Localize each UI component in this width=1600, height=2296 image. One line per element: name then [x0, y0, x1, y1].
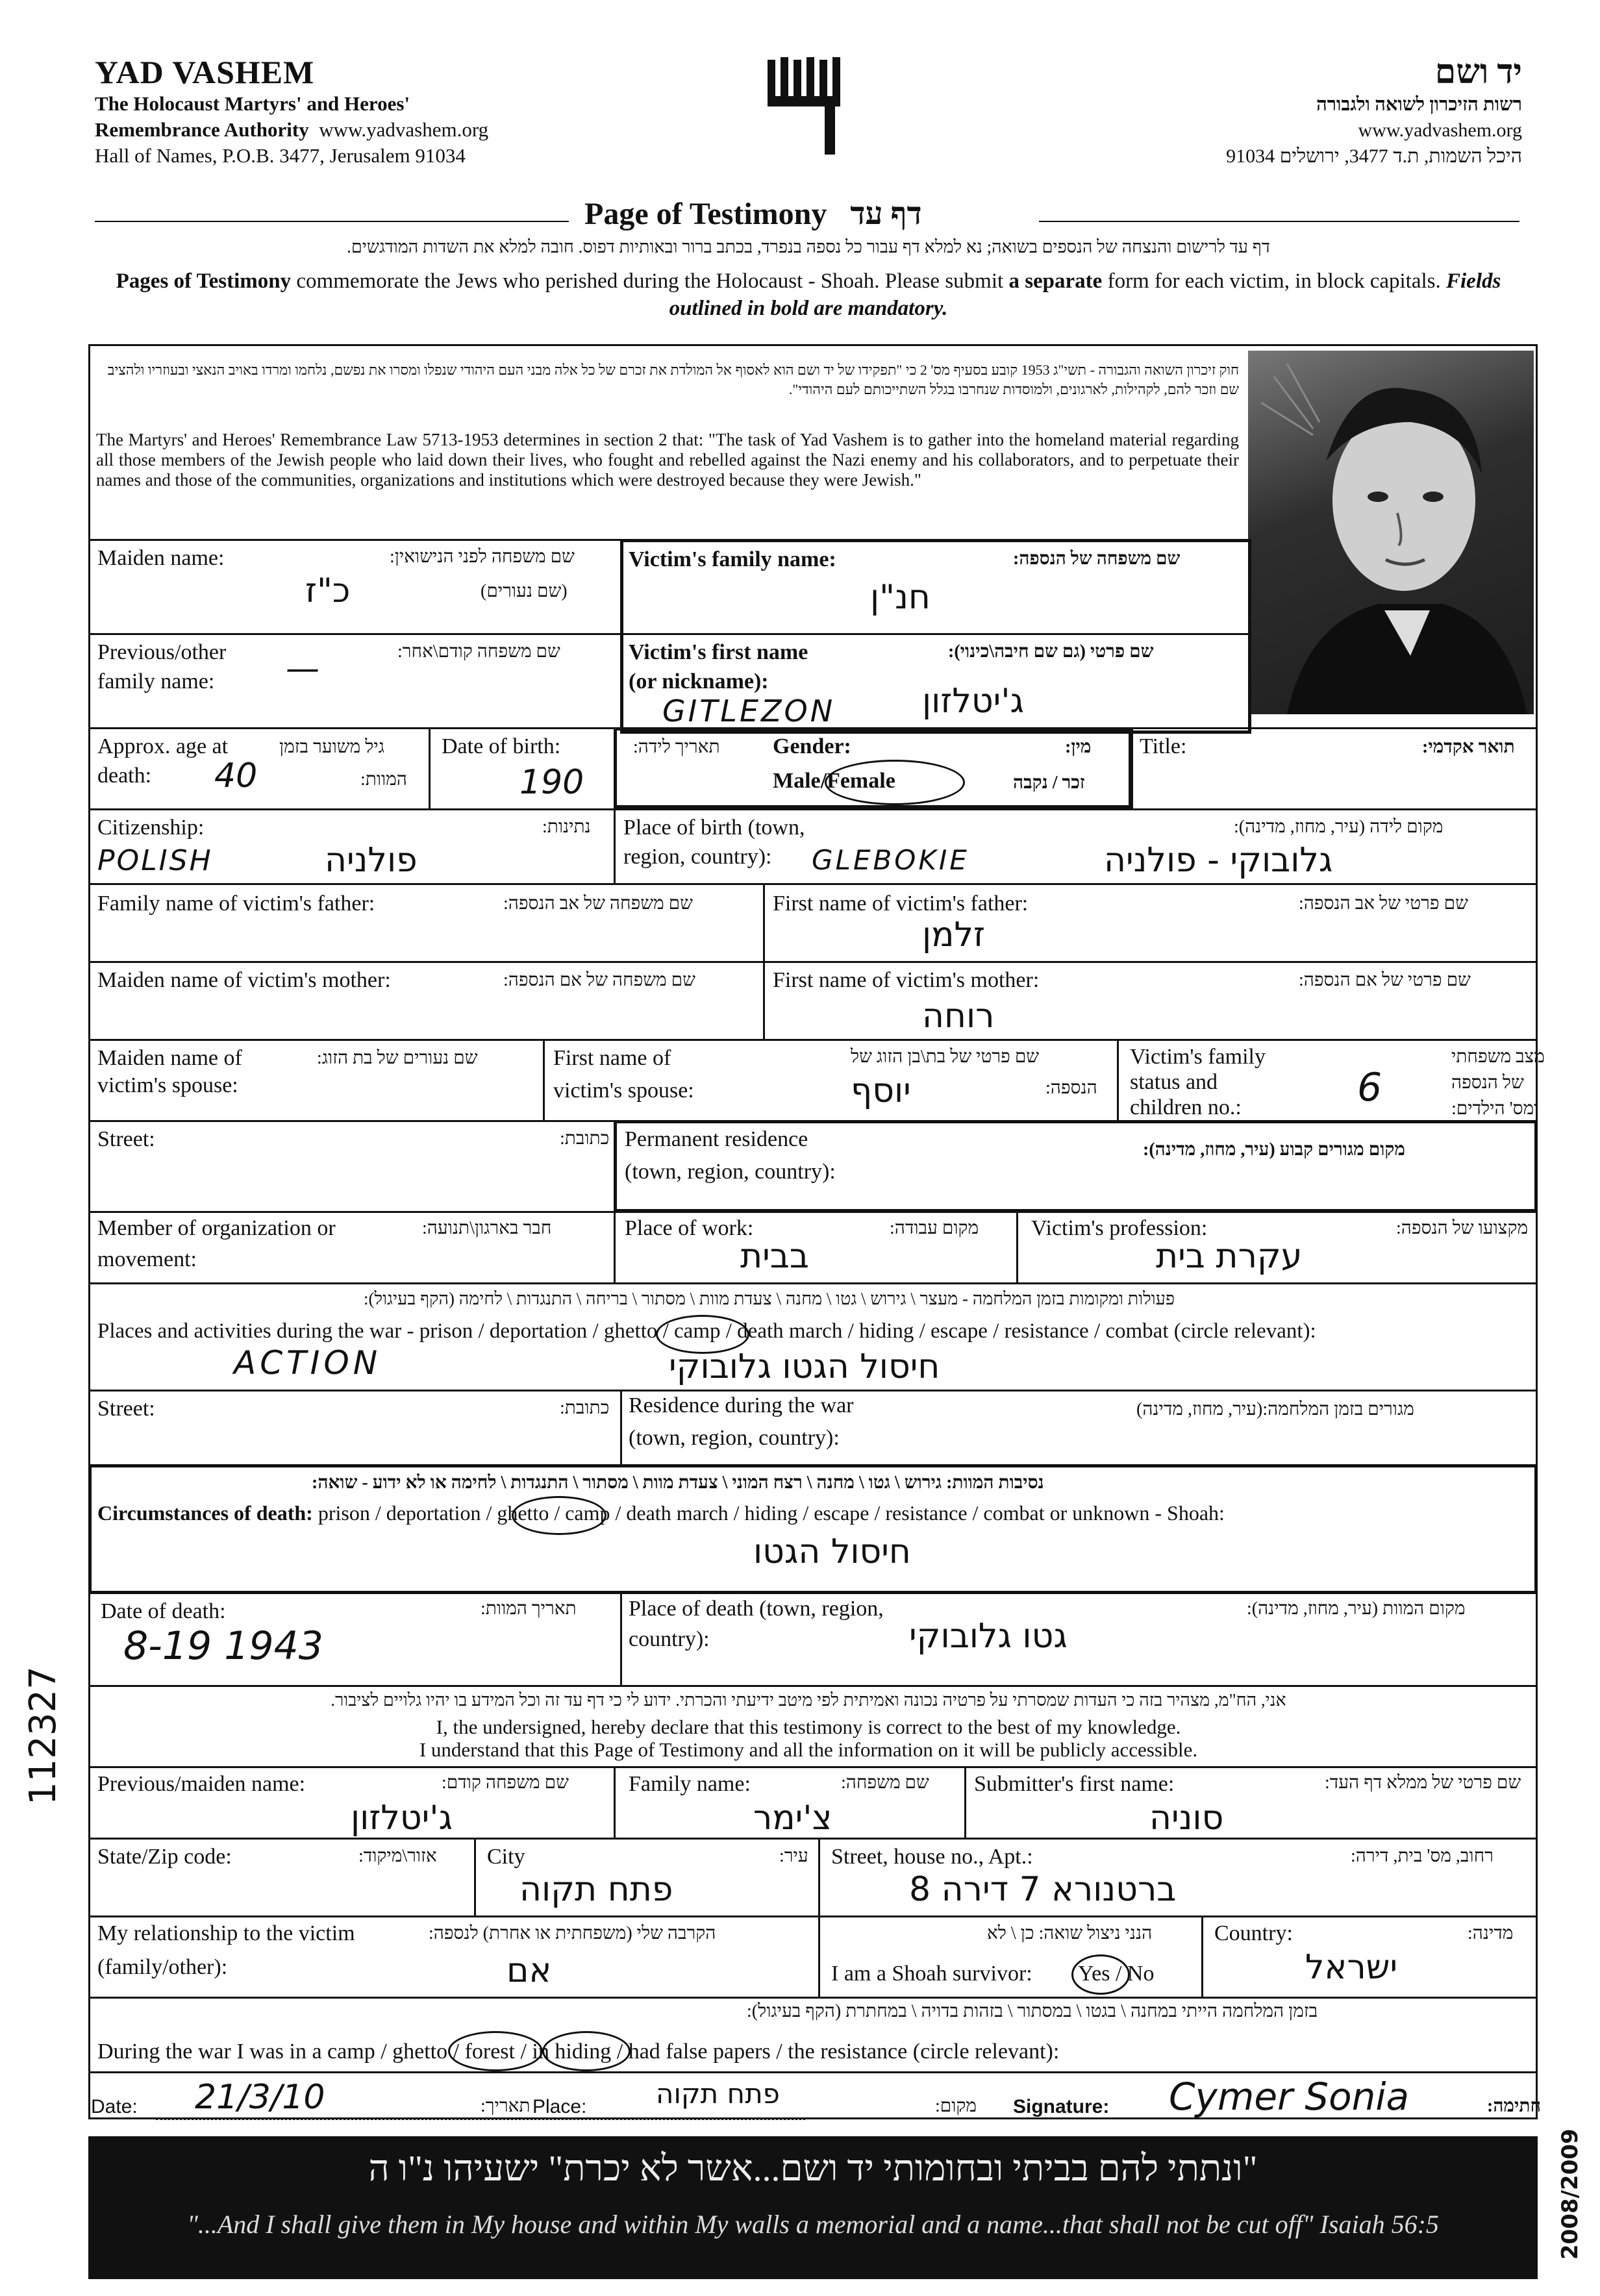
permanent-label-2: (town, region, country): — [625, 1160, 836, 1184]
maiden-name-label-he2: (שם נעורים) — [481, 581, 568, 601]
family-name-value[interactable]: חנ"ן — [870, 578, 931, 617]
authority-line-2: Remembrance Authority — [95, 118, 309, 141]
survivor-label-he: הנני ניצול שואה: כן \ לא — [987, 1923, 1153, 1943]
row-rule — [88, 1838, 1538, 1840]
signature-value[interactable]: Cymer Sonia — [1169, 2075, 1410, 2119]
prev-name-label-he: שם משפחה קודם\אחר: — [397, 642, 560, 662]
father-family-label-he: שם משפחה של אב הנספה: — [503, 893, 693, 914]
col-rule — [763, 883, 765, 1039]
father-first-label-he: שם פרטי של אב הנספה: — [1299, 893, 1468, 914]
col-rule — [620, 1591, 622, 1685]
first-name-label-1: Victim's first name — [629, 640, 808, 664]
spouse-maiden-label-1: Maiden name of — [97, 1046, 242, 1070]
title-label-he: תואר אקדמי: — [1422, 737, 1515, 757]
row-rule — [88, 1390, 1538, 1391]
yad-vashem-logo-icon — [760, 57, 851, 155]
row-rule — [88, 808, 1538, 810]
dod-label: Date of death: — [101, 1599, 226, 1623]
city-value[interactable]: פתח תקוה — [519, 1870, 673, 1909]
header-hebrew — [1226, 53, 1522, 169]
col-rule — [1201, 1915, 1203, 1997]
family-status-he2: של הנספה — [1451, 1073, 1524, 1093]
circumstances-label: Circumstances of death: prison / deportation / ghetto / camp / death march / hiding / escape / resistance / combat or unknown - Shoah: — [97, 1501, 1225, 1525]
victim-photo — [1248, 351, 1534, 714]
page-title: Page of Testimony דף עד — [584, 197, 922, 231]
family-status-label-1: Victim's family — [1130, 1045, 1266, 1069]
places-value-he[interactable]: חיסול הגטו גלובוקי — [669, 1347, 940, 1386]
spouse-first-label-1: First name of — [553, 1046, 671, 1070]
gender-options[interactable]: Male/Female — [773, 769, 895, 793]
page-title-he: דף עד — [850, 197, 922, 231]
gender-label-he: מין: — [1065, 737, 1092, 757]
age-value[interactable]: 40 — [214, 756, 258, 795]
relationship-label-he: הקרבה שלי (משפחתית או אחרת) לנספה: — [429, 1923, 716, 1943]
country-value[interactable]: ישראל — [1305, 1948, 1398, 1987]
first-name-value-he[interactable]: ג'יטלזון — [922, 682, 1024, 721]
street-label-he: כתובת: — [560, 1129, 610, 1149]
zip-label: State/Zip code: — [97, 1845, 232, 1869]
dob-label: Date of birth: — [442, 734, 561, 758]
spouse-first-value[interactable]: יוסף — [851, 1071, 911, 1110]
city-label-he: עיר: — [779, 1846, 808, 1866]
submitter-family-label-he: שם משפחה: — [841, 1773, 929, 1793]
mother-maiden-label: Maiden name of victim's mother: — [97, 968, 391, 992]
mother-first-label: First name of victim's mother: — [773, 968, 1040, 992]
footer-quote-he: "ונתתי להם בביתי ובחומותי יד ושם...אשר לא יכרת" ישעיהו נ"ו ה — [368, 2149, 1258, 2189]
during-label: During the war I was in a camp / ghetto / forest / in hiding / had false papers / the resistance (circle relevant): — [97, 2040, 1060, 2064]
submitter-first-label-he: שם פרטי של ממלא דף העד: — [1325, 1773, 1521, 1793]
pob-label-1: Place of birth (town, — [623, 816, 805, 840]
spouse-maiden-label-he: שם נעורים של בת הזוג: — [317, 1048, 478, 1068]
signature-label: Signature: — [1013, 2096, 1110, 2117]
pod-label-2: country): — [629, 1627, 710, 1651]
war-residence-label-2: (town, region, country): — [629, 1426, 840, 1450]
ghetto-circle-mark-2 — [512, 1496, 606, 1535]
declaration-en-2: I understand that this Page of Testimony and all the information on it will be publicly accessible. — [419, 1738, 1198, 1761]
col-rule — [1016, 1211, 1018, 1282]
pob-value-en[interactable]: GLEBOKIE — [812, 844, 969, 876]
col-rule — [614, 1211, 616, 1282]
maiden-name-value[interactable]: כ"ז — [305, 571, 351, 610]
row-rule — [88, 2071, 1538, 2073]
row-rule — [88, 1915, 1538, 1917]
dob-label-he: תאריך לידה: — [633, 737, 720, 757]
mother-maiden-label-he: שם משפחה של אם הנספה: — [503, 970, 695, 990]
submitter-prev-value[interactable]: ג'יטלזון — [351, 1799, 453, 1838]
family-status-label-2: status and — [1130, 1070, 1218, 1094]
submitter-first-label: Submitter's first name: — [974, 1772, 1175, 1796]
address-en: Hall of Names, P.O.B. 3477, Jerusalem 91034 — [95, 144, 466, 167]
places-label-he: פעולות ומקומות בזמן המלחמה - מעצר \ גירוש \ גטו \ מחנה \ צעדת מוות \ מסתור \ בריחה \ התנגדות \ לחימה (הקף בעיגול): — [364, 1289, 1175, 1308]
country-label-he: מדינה: — [1468, 1923, 1514, 1943]
prev-name-value[interactable]: — — [286, 649, 319, 688]
gender-label: Gender: — [773, 734, 851, 758]
dob-value[interactable]: 190 — [519, 763, 584, 802]
citizenship-label: Citizenship: — [97, 816, 205, 840]
row-rule — [88, 1685, 1538, 1687]
dod-value[interactable]: 8-19 1943 — [123, 1623, 323, 1669]
authority-line-1: The Holocaust Martyrs' and Heroes' — [95, 92, 410, 115]
title-rule-right — [1039, 221, 1519, 222]
war-residence-label-he: מגורים בזמן המלחמה:(עיר, מחוז, מדינה) — [1136, 1399, 1414, 1419]
col-rule — [818, 1915, 820, 1997]
row-rule — [88, 1766, 1538, 1768]
survivor-label: I am a Shoah survivor: — [831, 1962, 1032, 1986]
permanent-label-he: מקום מגורים קבוע (עיר, מחוז, מדינה): — [1143, 1140, 1405, 1160]
maiden-name-label-he: שם משפחה לפני הנישואין: — [390, 547, 575, 567]
street2-label: Street: — [97, 1397, 155, 1421]
survivor-options[interactable]: Yes / No — [1078, 1962, 1155, 1986]
col-rule — [614, 808, 616, 883]
date-place-line — [156, 2118, 805, 2120]
pod-label-he: מקום המוות (עיר, מחוז, מדינה): — [1247, 1599, 1466, 1619]
submitter-first-value[interactable]: סוניה — [1149, 1799, 1224, 1838]
street3-value[interactable]: ברטנורא 7 דירה 8 — [909, 1870, 1177, 1909]
intro-english: Pages of Testimony commemorate the Jews who perished during the Holocaust - Shoah. Please submit a separate form for each victim, in block capitals. Fields outlined in bold are mandatory. — [116, 269, 1501, 320]
work-label-he: מקום עבודה: — [890, 1218, 979, 1238]
date-label-he: תאריך: — [481, 2096, 531, 2116]
maiden-name-label: Maiden name: — [97, 546, 225, 570]
website-en: www.yadvashem.org — [319, 118, 489, 141]
col-rule — [1117, 1039, 1119, 1120]
street3-label-he: רחוב, מס' בית, דירה: — [1351, 1846, 1494, 1866]
row-rule — [88, 1282, 1538, 1284]
organization-label-he: חבר בארגון\תנועה: — [422, 1218, 552, 1238]
age-label-he2: המוות: — [360, 769, 407, 790]
relationship-label-1: My relationship to the victim — [97, 1921, 355, 1945]
footer-quote-en: "...And I shall give them in My house and within My walls a memorial and a name...that shall not be cut off" Isaiah 56:5 — [187, 2210, 1439, 2239]
submitter-family-label: Family name: — [629, 1772, 751, 1796]
father-first-label: First name of victim's father: — [773, 892, 1029, 916]
submitter-prev-label: Previous/maiden name: — [97, 1772, 306, 1796]
submitter-prev-label-he: שם משפחה קודם: — [442, 1773, 569, 1793]
family-status-value[interactable]: 6 — [1357, 1065, 1382, 1110]
signature-label-he: חתימה: — [1487, 2096, 1542, 2116]
authority-he: רשות הזיכרון לשואה ולגבורה — [1316, 94, 1522, 115]
date-label: Date: — [91, 2096, 138, 2117]
age-label-1: Approx. age at — [97, 734, 229, 758]
col-rule — [474, 1838, 476, 1915]
title-rule-left — [95, 221, 569, 222]
citizenship-label-he: נתינות: — [542, 817, 591, 837]
prev-name-label-2: family name: — [97, 669, 215, 693]
col-rule — [1129, 727, 1131, 808]
header-english — [95, 53, 488, 169]
circumstances-label-he: נסיבות המוות: גירוש \ גטו \ מחנה \ רצח המוני \ צעדת מוות \ מסתור \ התנגדות \ לחימה או לא ידוע - שואה: — [312, 1473, 1044, 1493]
relationship-label-2: (family/other): — [97, 1955, 228, 1979]
website-he: www.yadvashem.org — [1358, 119, 1522, 141]
mother-first-label-he: שם פרטי של אם הנספה: — [1299, 970, 1471, 990]
organization-label-2: movement: — [97, 1247, 197, 1271]
work-value[interactable]: בבית — [740, 1237, 809, 1276]
first-name-label-2: (or nickname): — [629, 669, 769, 693]
age-label-he1: גיל משוער בזמן — [279, 737, 384, 757]
address-he: היכל השמות, ת.ד 3477, ירושלים 91034 — [1226, 145, 1522, 167]
intro-hebrew: דף עד לרישום והנצחה של הנספים בשואה; נא למלא דף עבור כל נספה בנפרד, בכתב ברור ובאותיות דפוס. חובה למלא את השדות המודגשים. — [347, 237, 1270, 256]
col-rule — [964, 1766, 966, 1838]
forest-circle-mark — [542, 2031, 631, 2071]
citizenship-value-he[interactable]: פולניה — [325, 841, 418, 880]
pod-value[interactable]: גטו גלובוקי — [909, 1617, 1068, 1656]
place-label: Place: — [532, 2096, 587, 2117]
mother-first-value[interactable]: רוחה — [922, 997, 995, 1036]
col-rule — [818, 1838, 820, 1915]
first-name-label-he: שם פרטי (גם שם חיבה\כינוי): — [948, 642, 1154, 662]
declaration-he: אני, הח"מ, מצהיר בזה כי העדות שמסרתי על פרטיה נכונה ואמיתית לפי מיטב ידיעתי והכרתי. ידוע לי כי דף עד זה וכל המידע בו יהיו גלויים לציבור. — [331, 1690, 1286, 1710]
col-rule — [429, 727, 431, 808]
col-rule — [543, 1039, 545, 1120]
row-rule — [88, 883, 1538, 885]
circumstances-value[interactable]: חיסול הגטו — [753, 1532, 911, 1571]
spouse-maiden-label-2: victim's spouse: — [97, 1073, 238, 1097]
street3-label: Street, house no., Apt.: — [831, 1845, 1033, 1869]
first-name-value-en[interactable]: GITLEZON — [662, 693, 836, 729]
spouse-first-label-he2: הנספה: — [1045, 1078, 1097, 1098]
street-label: Street: — [97, 1127, 155, 1151]
row-rule — [88, 1997, 1538, 1999]
female-circle-mark — [825, 760, 965, 805]
submitter-family-value[interactable]: צ'ימר — [753, 1799, 832, 1838]
pob-label-he: מקום לידה (עיר, מחוז, מדינה): — [1234, 817, 1444, 837]
pob-value-he[interactable]: גלובוקי - פולניה — [1104, 841, 1333, 880]
org-name: YAD VASHEM — [95, 54, 315, 90]
pob-label-2: region, country): — [623, 845, 772, 869]
relationship-value[interactable]: אם — [506, 1951, 552, 1990]
organization-label-1: Member of organization or — [97, 1216, 336, 1240]
law-text-english: The Martyrs' and Heroes' Remembrance Law 5713-1953 determines in section 2 that: "The task of Yad Vashem is to gather into the homeland material regarding all those members of the Jewish people who laid down their lives, who fought and rebelled against the Nazi enemy and his collaborators, and to perpetuate their names and those of the communities, organizations and institutions which were destroyed because they were Jewish." — [96, 430, 1239, 490]
org-name-he: יד ושם — [1434, 54, 1522, 91]
pod-label-1: Place of death (town, region, — [629, 1597, 884, 1621]
family-name-label: Victim's family name: — [629, 547, 836, 571]
profession-value[interactable]: עקרת בית — [1156, 1237, 1303, 1276]
place-value[interactable]: פתח תקוה — [656, 2078, 780, 2110]
family-status-he3: ומס' הילדים: — [1451, 1099, 1539, 1119]
places-value-en[interactable]: ACTION — [234, 1344, 382, 1382]
family-status-he1: מצב משפחתי — [1451, 1047, 1545, 1067]
places-label: Places and activities during the war - prison / deportation / ghetto / camp / death march / hiding / escape / resistance / combat (circle relevant): — [97, 1319, 1316, 1343]
dod-label-he: תאריך המוות: — [481, 1599, 577, 1619]
profession-label: Victim's profession: — [1031, 1216, 1208, 1240]
date-value[interactable]: 21/3/10 — [195, 2078, 325, 2117]
form-year: 2008/2009 — [1557, 2128, 1583, 2260]
row-rule — [88, 1039, 1538, 1041]
war-residence-label-1: Residence during the war — [629, 1393, 854, 1417]
gender-options-he: זכר / נקבה — [1013, 773, 1085, 793]
col-rule — [620, 1390, 622, 1464]
family-status-label-3: children no.: — [1130, 1095, 1242, 1119]
title-label: Title: — [1140, 734, 1187, 758]
country-label: Country: — [1214, 1921, 1293, 1945]
ghetto-circle-mark-3 — [448, 2031, 543, 2071]
col-rule — [614, 1766, 616, 1838]
spouse-first-label-2: victim's spouse: — [553, 1079, 694, 1103]
work-label: Place of work: — [625, 1216, 754, 1240]
footer-banner — [88, 2136, 1538, 2279]
yes-circle-mark — [1071, 1954, 1130, 1995]
place-label-he: מקום: — [935, 2096, 977, 2116]
permanent-label-1: Permanent residence — [625, 1127, 808, 1151]
row-rule — [88, 961, 1538, 963]
law-text-hebrew: חוק זיכרון השואה והגבורה - תשי"ג 1953 קובע בסעיף מס' 2 כי "תפקידו של יד ושם הוא לאסוף אל המולדת את זכרם של כל אלה מבני העם היהודי שנפלו ומסרו את נפשם, נלחמו ומרדו באויב הנאצי ובעוזריו ולהציב שם וזכר להם, לקהילות, לארגונים, ולמוסדות שנחרבו בגלל השתייכותם לעם היהודי". — [107, 362, 1239, 397]
spouse-first-label-he1: שם פרטי של בת\בן הזוג של — [851, 1047, 1040, 1067]
profession-label-he: מקצועו של הנספה: — [1396, 1218, 1529, 1238]
citizenship-value-en[interactable]: POLISH — [97, 844, 213, 877]
city-label: City — [487, 1845, 525, 1869]
family-name-label-he: שם משפחה של הנספה: — [1013, 549, 1181, 569]
father-first-value[interactable]: זלמן — [922, 916, 986, 955]
zip-label-he: אזור\מיקוד: — [358, 1846, 437, 1866]
prev-name-label-1: Previous/other — [97, 640, 227, 664]
age-label-2: death: — [97, 764, 152, 788]
declaration-en-1: I, the undersigned, hereby declare that this testimony is correct to the best of my knowledge. — [436, 1716, 1181, 1738]
col-rule — [620, 539, 622, 727]
father-family-label: Family name of victim's father: — [97, 892, 375, 916]
during-label-he: בזמן המלחמה הייתי במחנה \ בגטו \ במסתור \ בזהות בדויה \ במחתרת (הקף בעיגול): — [747, 2001, 1318, 2021]
archive-number: 112327 — [22, 1666, 64, 1805]
street2-label-he: כתובת: — [560, 1398, 610, 1418]
